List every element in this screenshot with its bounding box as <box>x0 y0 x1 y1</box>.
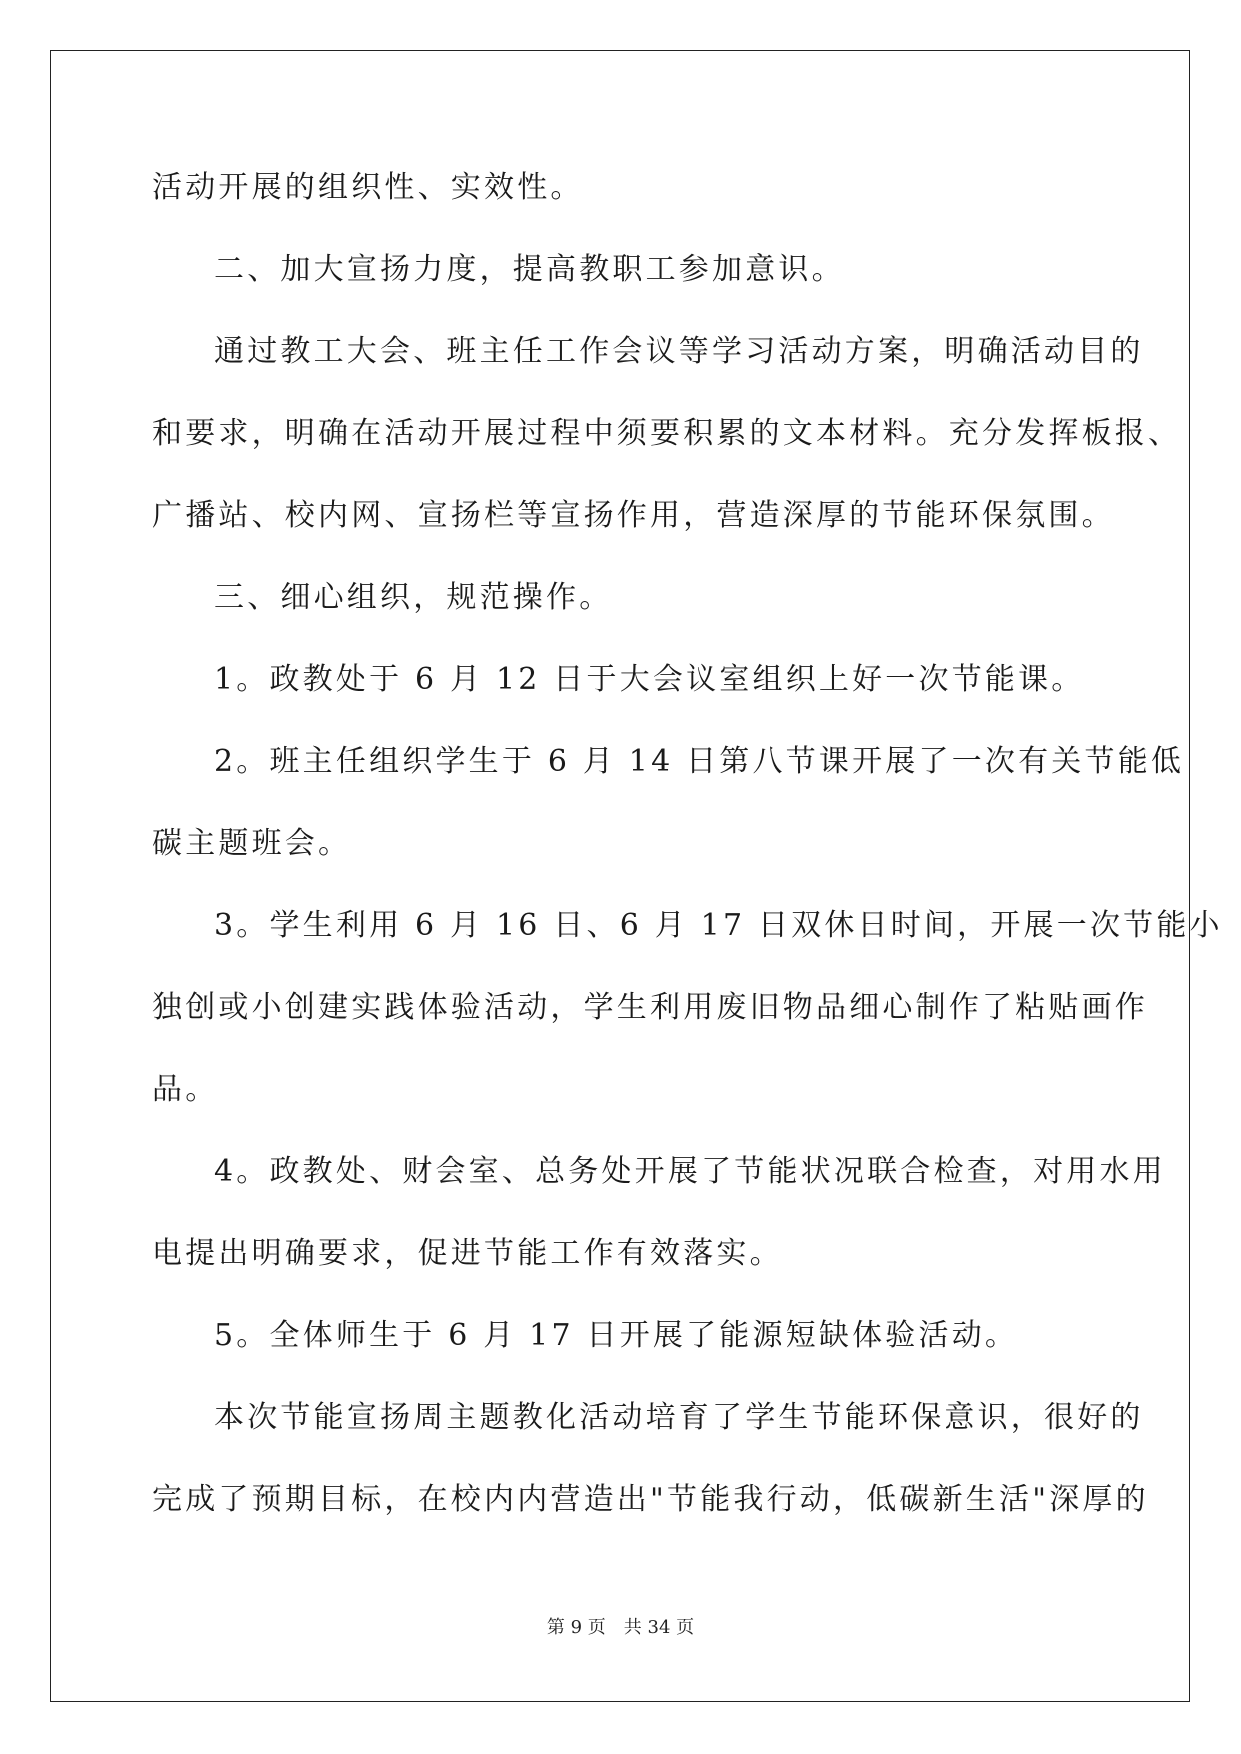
text-line: 4。政教处、财会室、总务处开展了节能状况联合检查，对用水用 <box>214 1154 1166 1189</box>
text-line: 活动开展的组织性、实效性。 <box>152 170 584 205</box>
text-line: 和要求，明确在活动开展过程中须要积累的文本材料。充分发挥板报、 <box>152 416 1182 451</box>
page-number: 第 9 页 <box>546 1617 606 1638</box>
text-line: 独创或小创建实践体验活动，学生利用废旧物品细心制作了粘贴画作 <box>152 990 1148 1025</box>
text-line: 碳主题班会。 <box>152 826 352 861</box>
text-line: 电提出明确要求，促进节能工作有效落实。 <box>152 1236 783 1271</box>
text-line: 完成了预期目标，在校内内营造出"节能我行动，低碳新生活"深厚的 <box>152 1482 1149 1517</box>
text-line: 广播站、校内网、宣扬栏等宣扬作用，营造深厚的节能环保氛围。 <box>152 498 1115 533</box>
document-body <box>152 162 1223 1556</box>
text-line: 三、细心组织，规范操作。 <box>214 580 613 615</box>
text-line: 二、加大宣扬力度，提高教职工参加意识。 <box>214 252 845 287</box>
text-line: 3。学生利用 6 月 16 日、6 月 17 日双休日时间，开展一次节能小 <box>214 908 1223 943</box>
text-line: 通过教工大会、班主任工作会议等学习活动方案，明确活动目的 <box>214 334 1144 369</box>
text-line: 5。全体师生于 6 月 17 日开展了能源短缺体验活动。 <box>214 1318 1019 1353</box>
text-line: 本次节能宣扬周主题教化活动培育了学生节能环保意识，很好的 <box>214 1400 1144 1435</box>
text-line: 2。班主任组织学生于 6 月 14 日第八节课开展了一次有关节能低 <box>214 744 1185 779</box>
text-line: 1。政教处于 6 月 12 日于大会议室组织上好一次节能课。 <box>214 662 1085 697</box>
page-total: 共 34 页 <box>623 1617 695 1638</box>
text-line: 品。 <box>152 1072 219 1107</box>
page-footer <box>0 1613 1241 1639</box>
